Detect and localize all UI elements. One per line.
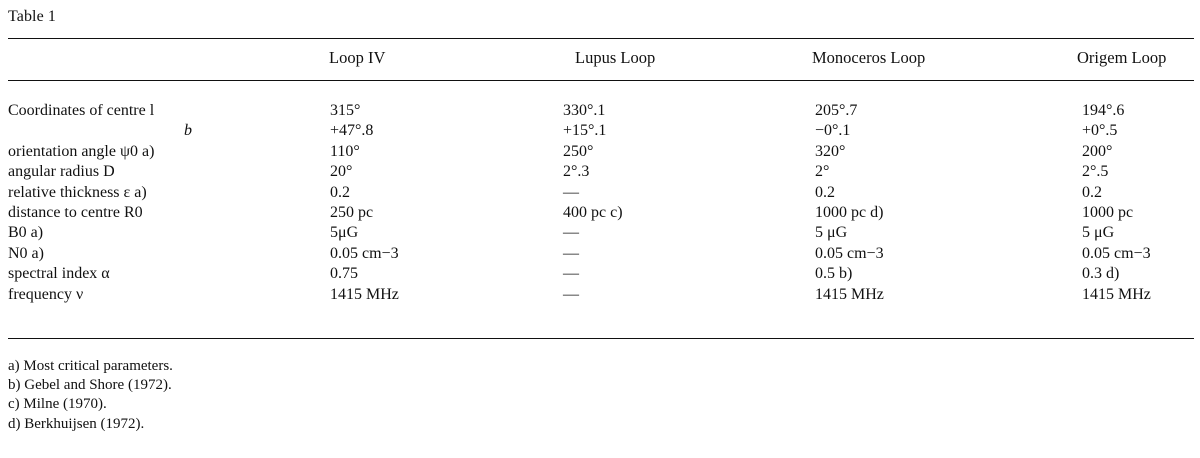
table-cell: 200° <box>1082 142 1113 160</box>
table-cell: 5μG <box>330 224 359 242</box>
table-cell: 0.05 cm−3 <box>815 244 884 262</box>
table-row <box>0 162 1200 182</box>
column-header: Lupus Loop <box>575 48 656 67</box>
table-cell: 0.2 <box>330 183 350 201</box>
table-cell: 0.5 b) <box>815 265 853 283</box>
table-cell: −0°.1 <box>815 122 851 140</box>
row-label: frequency ν <box>8 285 84 303</box>
table-row <box>0 264 1200 284</box>
table-cell: 0.05 cm−3 <box>1082 244 1151 262</box>
table-cell: 0.75 <box>330 265 358 283</box>
table-cell: 2°.5 <box>1082 163 1109 181</box>
table-cell: 315° <box>330 102 361 119</box>
table-row <box>0 101 1200 121</box>
column-header: Origem Loop <box>1077 48 1167 67</box>
table-row <box>0 223 1200 243</box>
table-row <box>0 183 1200 203</box>
table-cell: 110° <box>330 142 360 160</box>
table-cell: 1000 pc d) <box>815 203 884 221</box>
footnotes <box>8 357 173 434</box>
column-header: Loop IV <box>329 48 386 67</box>
table-cell: 1415 MHz <box>330 285 399 303</box>
table-cell: +15°.1 <box>563 122 607 140</box>
column-header: Monoceros Loop <box>812 48 926 67</box>
table-cell: 1415 MHz <box>815 285 884 303</box>
table-cell: — <box>563 183 579 201</box>
table-cell: 320° <box>815 142 846 160</box>
table-cell: 400 pc c) <box>563 203 623 221</box>
row-label: Coordinates of centre l <box>8 102 155 119</box>
table-cell: 5 μG <box>815 224 848 242</box>
table-cell: 1000 pc <box>1082 203 1134 221</box>
table-cell: 0.05 cm−3 <box>330 244 399 262</box>
table-cell: 2° <box>815 163 830 181</box>
row-label: B0 a) <box>8 224 44 242</box>
table-cell: +47°.8 <box>330 122 374 140</box>
row-label: angular radius D <box>8 163 115 181</box>
row-label: N0 a) <box>8 244 44 262</box>
row-label: distance to centre R0 <box>8 203 143 221</box>
table-cell: 0.2 <box>1082 183 1102 201</box>
footnote: d) Berkhuijsen (1972). <box>8 415 145 432</box>
table-row <box>0 203 1200 223</box>
footnote: c) Milne (1970). <box>8 396 107 413</box>
table-cell: — <box>563 265 579 283</box>
row-label: b <box>184 122 192 140</box>
row-label: relative thickness ε a) <box>8 183 147 201</box>
header-rule <box>8 80 1194 81</box>
table-cell: 194°.6 <box>1082 102 1125 119</box>
table-row <box>0 121 1200 141</box>
table-cell: — <box>563 285 579 303</box>
table-cell: 5 μG <box>1082 224 1115 242</box>
bottom-rule <box>8 338 1194 339</box>
table-cell: 1415 MHz <box>1082 285 1151 303</box>
row-label: orientation angle ψ0 a) <box>8 142 155 160</box>
table-cell: 250° <box>563 142 594 160</box>
table-cell: 20° <box>330 163 353 181</box>
table-cell: 250 pc <box>330 203 374 221</box>
table-cell: +0°.5 <box>1082 122 1118 140</box>
table-cell: — <box>563 224 579 242</box>
table-cell: 205°.7 <box>815 102 858 119</box>
table-row <box>0 142 1200 162</box>
table-cell: 0.2 <box>815 183 835 201</box>
table-cell: — <box>563 244 579 262</box>
footnote: a) Most critical parameters. <box>8 358 173 374</box>
table-row <box>0 244 1200 264</box>
table-row <box>0 285 1200 305</box>
table-body <box>0 101 1200 305</box>
table-caption: Table 1 <box>8 8 57 25</box>
row-label: spectral index α <box>8 265 110 283</box>
top-rule <box>8 38 1194 39</box>
table-cell: 330°.1 <box>563 102 606 119</box>
footnote: b) Gebel and Shore (1972). <box>8 377 172 394</box>
table-cell: 2°.3 <box>563 163 590 181</box>
table-cell: 0.3 d) <box>1082 265 1120 283</box>
